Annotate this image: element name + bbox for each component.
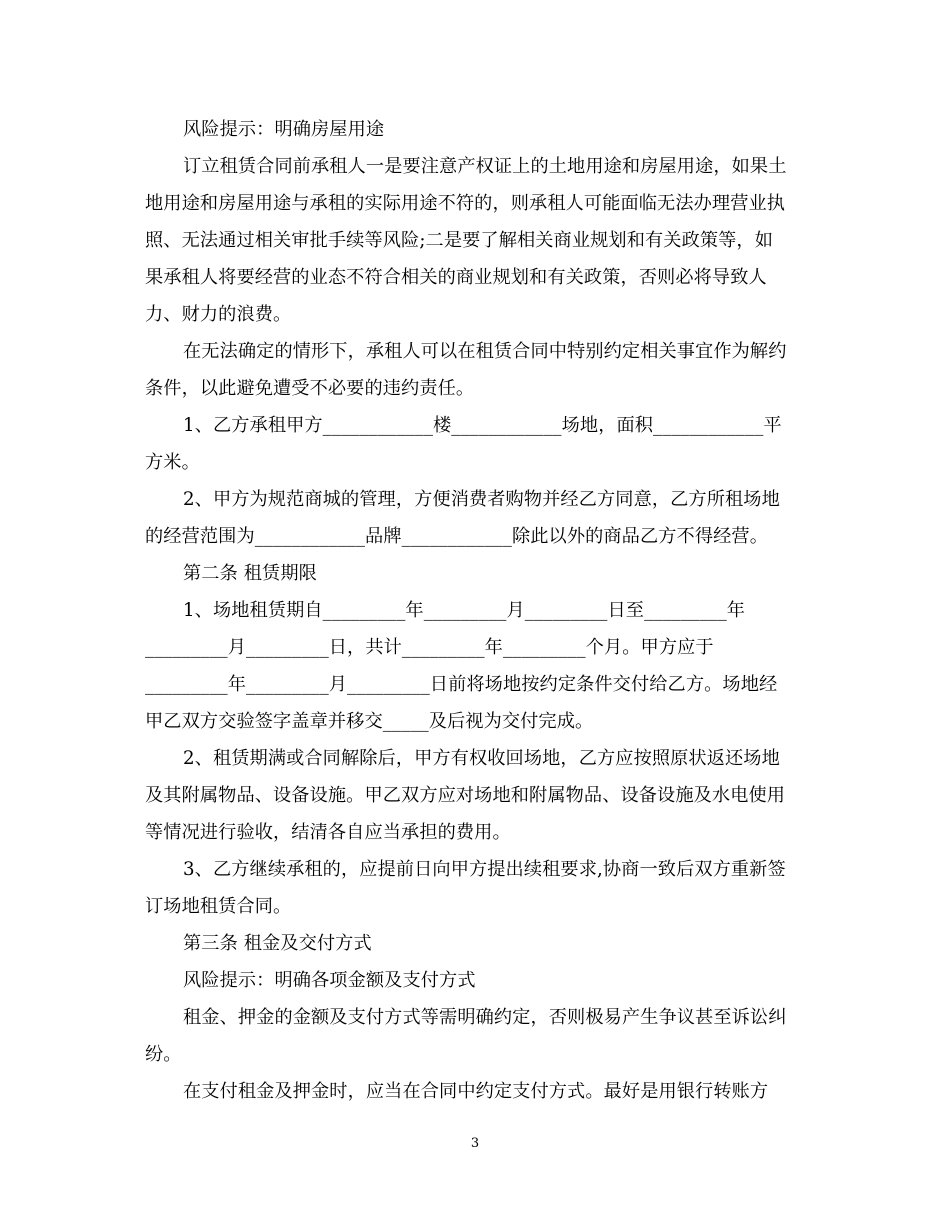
text-line: _________年_________月_________日前将场地按约定条件交付给乙方。场地经 [145, 674, 778, 695]
text-line: 风险提示：明确房屋用途 [183, 119, 385, 140]
text-line: 等情况进行验收，结清各自应当承担的费用。 [145, 822, 511, 843]
text-line: 力、财力的浪费。 [145, 304, 292, 325]
text-line: 1、乙方承租甲方____________楼____________场地，面积____________平 [183, 415, 782, 436]
text-line: 在支付租金及押金时，应当在合同中约定支付方式。最好是用银行转账方 [183, 1081, 769, 1102]
text-line: 方米。 [145, 452, 200, 473]
text-line: 2、甲方为规范商城的管理，方便消费者购物并经乙方同意，乙方所租场地 [183, 489, 780, 510]
section-heading: 第二条 租赁期限 [183, 563, 317, 584]
text-line: 的经营范围为____________品牌____________除此以外的商品乙方不得经营。 [145, 526, 768, 547]
text-line: 条件，以此避免遭受不必要的违约责任。 [145, 378, 475, 399]
text-line: 地用途和房屋用途与承租的实际用途不符的，则承租人可能面临无法办理营业执 [145, 193, 786, 214]
text-line: 在无法确定的情形下，承租人可以在租赁合同中特别约定相关事宜作为解约 [183, 341, 787, 362]
text-line: 订立租赁合同前承租人一是要注意产权证上的土地用途和房屋用途，如果土 [183, 156, 787, 177]
text-line: 果承租人将要经营的业态不符合相关的商业规划和有关政策，否则必将导致人 [145, 267, 767, 288]
section-heading: 第三条 租金及交付方式 [183, 933, 372, 954]
text-line: 及其附属物品、设备设施。甲乙双方应对场地和附属物品、设备设施及水电使用 [145, 785, 786, 806]
text-line: 甲乙双方交验签字盖章并移交_____及后视为交付完成。 [145, 711, 594, 732]
text-line: 2、租赁期满或合同解除后，甲方有权收回场地，乙方应按照原状返还场地 [183, 748, 780, 769]
text-line: _________月_________日，共计_________年_________个月。甲方应于 [145, 637, 714, 658]
text-line: 租金、押金的金额及支付方式等需明确约定，否则极易产生争议甚至诉讼纠 [183, 1007, 787, 1028]
text-line: 风险提示：明确各项金额及支付方式 [183, 970, 476, 991]
text-line: 订场地租赁合同。 [145, 896, 292, 917]
text-line: 1、场地租赁期自_________年_________月_________日至_________年 [183, 600, 746, 621]
text-line: 纷。 [145, 1044, 182, 1065]
text-line: 3、乙方继续承租的，应提前日向甲方提出续租要求,协商一致后双方重新签 [183, 859, 786, 880]
text-line: 照、无法通过相关审批手续等风险;二是要了解相关商业规划和有关政策等，如 [145, 230, 774, 251]
page-number: 3 [470, 1136, 480, 1151]
